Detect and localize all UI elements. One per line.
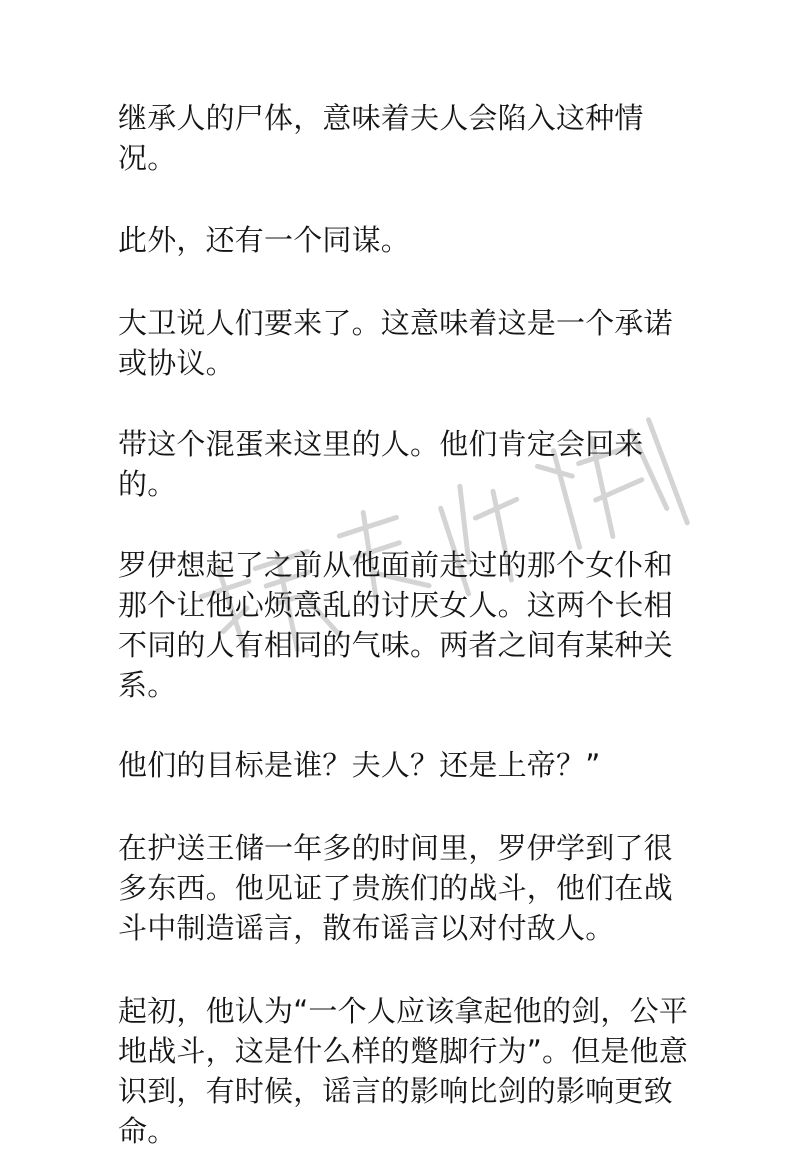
paragraph-2: 此外，还有一个同谋。 bbox=[118, 223, 411, 257]
paragraph-3: 大卫说人们要来了。这意味着这是一个承诺或协议。 bbox=[118, 306, 673, 380]
paragraph-4: 带这个混蛋来这里的人。他们肯定会回来的。 bbox=[118, 427, 644, 501]
paragraph-8: 起初，他认为“一个人应该拿起他的剑，公平地战斗，这是什么样的蹩脚行为”。但是他意识到，有时候，谣言的影响比剑的影响更致命。 bbox=[118, 994, 689, 1148]
paragraph-1: 继承人的尸体，意味着夫人会陷入这种情况。 bbox=[118, 101, 644, 175]
paragraph-7: 在护送王储一年多的时间里，罗伊学到了很多东西。他见证了贵族们的战斗，他们在战斗中制造谣言，散布谣言以对付敌人。 bbox=[118, 831, 673, 945]
paragraph-6: 他们的目标是谁？夫人？还是上帝？” bbox=[118, 748, 601, 782]
paragraph-5: 罗伊想起了之前从他面前走过的那个女仆和那个让他心烦意乱的讨厌女人。这两个长相不同的人有相同的气味。两者之间有某种关系。 bbox=[118, 548, 673, 702]
body-text bbox=[118, 98, 690, 1151]
